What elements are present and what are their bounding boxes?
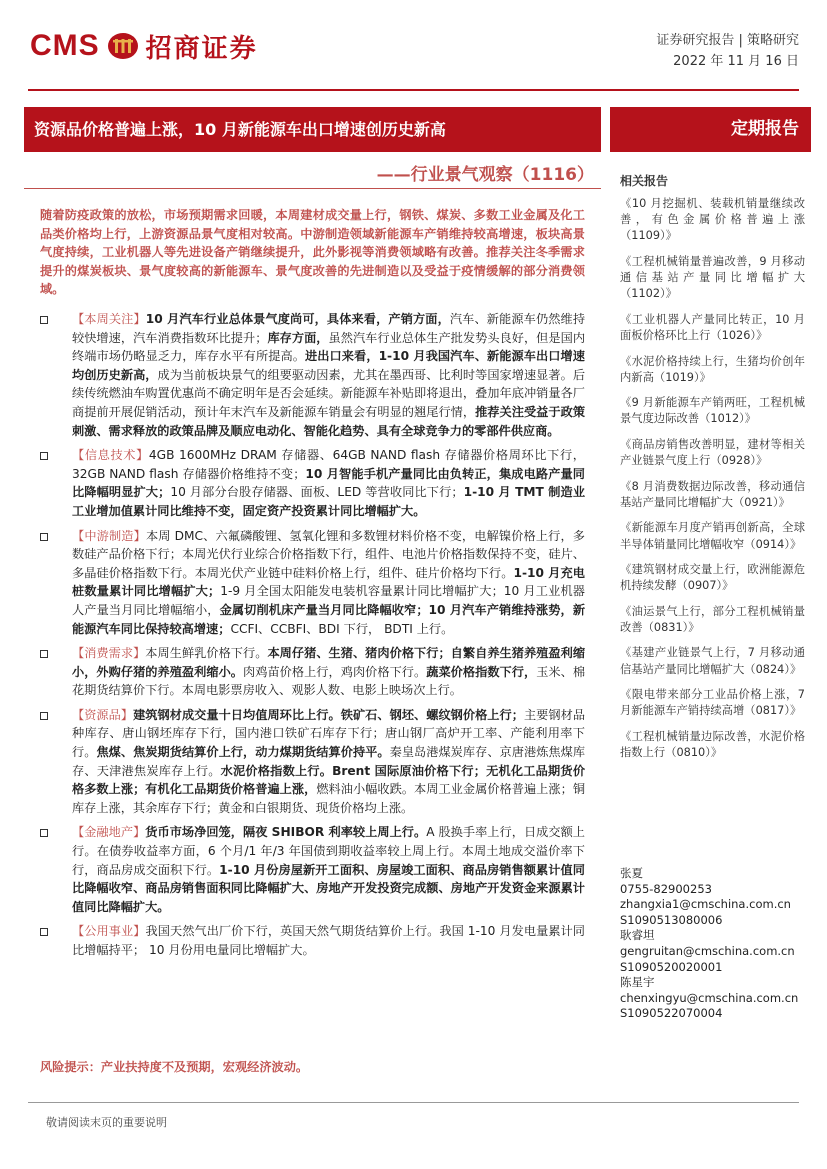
bullet-item xyxy=(40,446,585,520)
analyst-cert-id: S1090520020001 xyxy=(620,959,723,974)
bullet-list xyxy=(40,310,585,966)
analyst-email[interactable]: gengruitan@cmschina.com.cn xyxy=(620,943,795,958)
bullet-text: 秦皇岛港煤炭库存、京唐港炼焦煤库存、天津港焦炭库存上行。 xyxy=(72,745,586,778)
analyst-name: 陈星宇 xyxy=(620,975,655,990)
risk-warning: 风险提示：产业扶持度不及预期，宏观经济波动。 xyxy=(40,1060,309,1074)
report-category-tag: 定期报告 xyxy=(610,107,811,152)
header-divider xyxy=(28,89,799,91)
bullet-text: 10 月部分台股存储器、面板、LED 等营收同比下行； xyxy=(170,485,464,500)
related-reports-heading: 相关报告 xyxy=(620,174,669,188)
related-report-link[interactable]: 《9 月新能源车产销两旺，工程机械景气度边际改善（1012）》 xyxy=(620,396,805,426)
bullet-text: 汽车、新能源车仍然维持较快增速，汽车消费指数环比提升； xyxy=(72,312,586,345)
bullet-text: A 股换手率上行，日成交额上行。在债券收益率方面，6 个月/1 年/3 年国债到期收益率较上周上行。本周土地成交溢价率下行，商品房成交面积下行。 xyxy=(72,825,585,877)
analyst-cert-id: S1090513080006 xyxy=(620,912,723,927)
bullet-bold-text: 1-10 月 TMT 制造业工业增加值累计同比维持不变，固定资产投资累计同比增幅扩大。 xyxy=(72,485,586,518)
related-report-link[interactable]: 《商品房销售改善明显，建材等相关产业链景气度上行（0928）》 xyxy=(620,437,805,468)
related-report-link[interactable]: 《工程机械销量边际改善，水泥价格指数上行（0810）》 xyxy=(620,729,805,760)
report-date: 2022 年 11 月 16 日 xyxy=(673,54,799,69)
related-report-link[interactable]: 《基建产业链景气上行，7 月移动通信基站产量同比增幅扩大（0824）》 xyxy=(620,646,805,676)
logo-cms-text: CMS xyxy=(30,29,100,62)
subtitle-divider xyxy=(24,188,601,189)
bullet-bold-text: 10 月汽车行业总体景气度尚可，具体来看，产销方面， xyxy=(145,312,450,326)
checkbox-bullet-icon xyxy=(40,829,48,837)
related-report-link[interactable]: 《水泥价格持续上行，生猪均价创年内新高（1019）》 xyxy=(620,354,805,384)
bullet-item xyxy=(40,922,585,959)
bullet-bold-text: 进出口来看，1-10 月我国汽车、新能源车出口增速均创历史新高， xyxy=(72,349,585,382)
bullet-item xyxy=(40,706,585,818)
bullet-text: 4GB 1600MHz DRAM 存储器、64GB NAND flash 存储器价格周环比下行，32GB NAND flash 存储器价格维持不变； xyxy=(72,448,585,481)
header-meta xyxy=(656,30,799,72)
bullet-item xyxy=(40,310,585,440)
bullet-tag: 【中游制造】 xyxy=(72,528,146,543)
analyst-phone: 0755-82900253 xyxy=(620,881,712,896)
bullet-tag: 【公用事业】 xyxy=(72,924,146,939)
checkbox-bullet-icon xyxy=(40,712,48,720)
bullet-bold-text: 货币市场净回笼，隔夜 SHIBOR 利率较上周上行。 xyxy=(145,825,427,840)
footer-divider xyxy=(28,1102,799,1103)
bullet-text: 燃料油小幅收跌。本周工业金属价格普遍上涨；铜库存上涨，其余库存下行；黄金和白银期货、现货价格均上涨。 xyxy=(72,782,586,815)
checkbox-bullet-icon xyxy=(40,928,48,936)
bullet-text: CCFI、CCBFI、BDI 下行， BDTI 上行。 xyxy=(230,621,454,636)
bullet-text: 本周生鲜乳价格下行。 xyxy=(145,646,268,661)
checkbox-bullet-icon xyxy=(40,316,48,324)
analyst-name: 耿睿坦 xyxy=(620,928,655,943)
bullet-text: 肉鸡苗价格上行，鸡肉价格下行。 xyxy=(243,664,427,679)
bullet-tag: 【金融地产】 xyxy=(72,825,146,840)
footer-disclaimer: 敬请阅读末页的重要说明 xyxy=(46,1116,167,1129)
bullet-text: 1-9 月全国太阳能发电装机容量累计同比增幅扩大；10 月工业机器人产量当月同比增幅缩小， xyxy=(72,584,585,617)
bullet-text: 虽然汽车行业总体生产批发势头良好，但是国内终端市场仍略显乏力，库存水平有所提高。 xyxy=(72,330,586,364)
related-report-link[interactable]: 《油运景气上行，部分工程机械销量改善（0831）》 xyxy=(620,604,805,634)
analyst-email[interactable]: chenxingyu@cmschina.com.cn xyxy=(620,990,799,1005)
checkbox-bullet-icon xyxy=(40,452,48,460)
bullet-bold-text: 水泥价格指数上行。Brent 国际原油价格下行；无机化工品期货价格多数上涨；有机化工品期货价格普遍上涨， xyxy=(72,763,586,797)
bullet-text: 我国天然气出厂价下行，英国天然气期货结算价上行。我国 1-10 月发电量累计同比增幅持平； 10 月份用电量同比增幅扩大。 xyxy=(72,924,585,957)
related-report-link[interactable]: 《新能源车月度产销再创新高，全球半导体销量同比增幅收窄（0914）》 xyxy=(620,521,805,551)
bullet-tag: 【资源品】 xyxy=(72,707,134,722)
bullet-bold-text: 推荐关注受益于政策刺激、需求释放的政策品牌及顺应电动化、智能化趋势、具有全球竞争力的零部件供应商。 xyxy=(72,404,586,438)
analyst-contacts xyxy=(620,866,798,1022)
report-type: 证券研究报告 | 策略研究 xyxy=(656,33,799,48)
logo-chinese-text: 招商证券 xyxy=(145,33,258,64)
logo-badge-icon xyxy=(106,31,140,61)
bullet-text: 玉米、棉花期货结算价下行。本周电影票房收入、观影人数、电影上映场次上行。 xyxy=(72,664,586,698)
bullet-bold-text: 焦煤、焦炭期货结算价上行，动力煤期货结算价持平。 xyxy=(96,745,390,760)
bullet-bold-text: 1-10 月充电桩数量累计同比增幅扩大； xyxy=(72,565,585,599)
summary-paragraph: 随着防疫政策的放松，市场预期需求回暖，本周建材成交量上行，钢铁、煤炭、多数工业金属及化工品类价格均上行，上游资源品景气度相对较高。中游制造领域新能源车产销维持较高增速，板块高景气度持续，工业机器人等先进设备产销继续提升，此外影视等消费领域略有改善。推荐关注冬季需求提升的煤炭板块、景气度较高的新能源车、景气度改善的先进制造以及受益于疫情缓解的部分消费领域。 xyxy=(40,208,585,296)
report-title: 资源品价格普遍上涨，10 月新能源车出口增速创历史新高 xyxy=(24,107,601,152)
bullet-bold-text: 蔬菜价格指数下行， xyxy=(426,664,537,679)
checkbox-bullet-icon xyxy=(40,533,48,541)
related-report-link[interactable]: 《工业机器人产量同比转正，10 月面板价格环比上行（1026）》 xyxy=(620,312,805,343)
bullet-bold-text: 库存方面， xyxy=(267,330,329,345)
bullet-tag: 【消费需求】 xyxy=(72,646,146,661)
bullet-tag: 【本周关注】 xyxy=(72,312,146,326)
related-report-link[interactable]: 《工程机械销量普遍改善，9 月移动通信基站产量同比增幅扩大（1102）》 xyxy=(620,254,805,301)
related-report-link[interactable]: 《10 月挖掘机、装载机销量继续改善，有色金属价格普遍上涨（1109）》 xyxy=(620,197,805,243)
report-subtitle: ——行业景气观察（1116） xyxy=(376,165,594,185)
bullet-text: 本周 DMC、六氟磷酸锂、氢氧化锂和多数锂材料价格不变，电解镍价格上行，多数硅产品价格下行；本周光伏行业综合价格指数下行，组件、电池片价格指数保持不变，硅片、多晶硅价格指数下行。本周光伏产业链中硅料价格上行，组件、硅片价格均下行。 xyxy=(72,528,585,580)
bullet-item xyxy=(40,823,585,916)
related-reports-list xyxy=(620,196,805,771)
bullet-item xyxy=(40,527,585,639)
related-report-link[interactable]: 《限电带来部分工业品价格上涨，7 月新能源车产销持续高增（0817）》 xyxy=(620,688,805,718)
analyst-name: 张夏 xyxy=(620,866,643,880)
company-logo xyxy=(30,26,258,66)
analyst-email[interactable]: zhangxia1@cmschina.com.cn xyxy=(620,897,791,912)
related-report-link[interactable]: 《8 月消费数据边际改善，移动通信基站产量同比增幅扩大（0921）》 xyxy=(620,479,805,509)
analyst-cert-id: S1090522070004 xyxy=(620,1006,723,1021)
bullet-bold-text: 金属切削机床产量当月同比降幅收窄；10 月汽车产销维持涨势，新能源汽车同比保持较高增速； xyxy=(72,602,586,636)
bullet-bold-text: 本周仔猪、生猪、猪肉价格下行；自繁自养生猪养殖盈利缩小，外购仔猪的养殖盈利缩小。 xyxy=(72,646,586,679)
bullet-bold-text: 建筑钢材成交量十日均值周环比上行。铁矿石、钢坯、螺纹钢价格上行； xyxy=(133,707,524,722)
bullet-bold-text: 1-10 月份房屋新开工面积、房屋竣工面积、商品房销售额累计值同比降幅收窄、商品房销售面积同比降幅扩大、房地产开发投资完成额、房地产开发资金来源累计值同比降幅扩大。 xyxy=(72,862,585,914)
bullet-bold-text: 10 月智能手机产量同比由负转正，集成电路产量同比降幅明显扩大； xyxy=(72,466,585,500)
checkbox-bullet-icon xyxy=(40,650,48,658)
bullet-text: 主要钢材品种库存、唐山钢坯库存下行，国内港口铁矿石库存下行；唐山钢厂高炉开工率、产能利用率下行。 xyxy=(72,707,586,760)
related-report-link[interactable]: 《建筑钢材成交量上行，欧洲能源危机持续发酵（0907）》 xyxy=(620,563,805,593)
bullet-text: 成为当前板块景气的组要驱动因素，尤其在墨西哥、比利时等国家增速显著。后续传统燃油车购置优惠尚不确定明年是否会延续。新能源车补贴即将退出，叠加年底冲销量各厂商提前开展促销活动，预计年末汽车及新能源车销量会有明显的翘尾行情， xyxy=(72,367,586,419)
bullet-tag: 【信息技术】 xyxy=(72,448,149,463)
bullet-item xyxy=(40,644,585,700)
